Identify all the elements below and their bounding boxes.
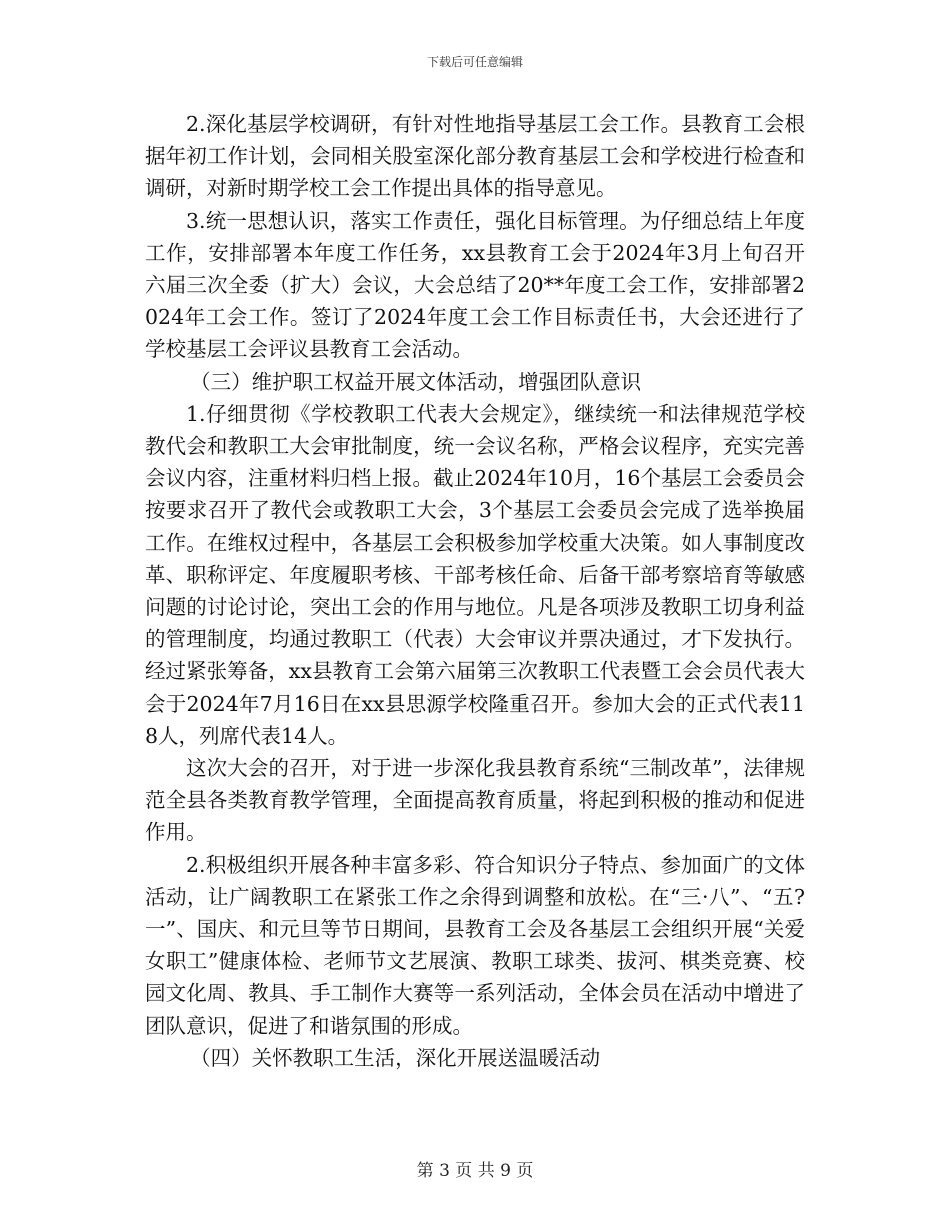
document-body (145, 108, 805, 1074)
section-heading: （三）维护职工权益开展文体活动，增强团队意识 (190, 369, 642, 394)
paragraph: 这次大会的召开，对于进一步深化我县教育系统“三制改革”，法律规范全县各类教育教学管理，全面提高教育质量，将起到积极的推动和促进作用。 (145, 756, 805, 845)
paragraph: 2.深化基层学校调研，有针对性地指导基层工会工作。县教育工会根据年初工作计划，会同相关股室深化部分教育基层工会和学校进行检查和调研，对新时期学校工会工作提出具体的指导意见。 (145, 112, 805, 201)
page-header: 下载后可任意编辑 (426, 55, 523, 69)
paragraph: 3.统一思想认识，落实工作责任，强化目标管理。为仔细总结上年度工作，安排部署本年度工作任务，xx县教育工会于2024年3月上旬召开六届三次全委（扩大）会议，大会总结了20**年度工会工作，安排部署2024年工会工作。签订了2024年度工会工作目标责任书，大会还进行了学校基层工会评议县教育工会活动。 (145, 208, 805, 362)
page-number: 第 3 页 共 9 页 (416, 1161, 534, 1181)
section-heading: （四）关怀教职工生活，深化开展送温暖活动 (190, 1045, 601, 1070)
paragraph: 1.仔细贯彻《学校教职工代表大会规定》，继续统一和法律规范学校教代会和教职工大会审批制度，统一会议名称，严格会议程序，充实完善会议内容，注重材料归档上报。截止2024年10月，16个基层工会委员会按要求召开了教代会或教职工大会，3个基层工会委员会完成了选举换届工作。在维权过程中，各基层工会积极参加学校重大决策。如人事制度改革、职称评定、年度履职考核、干部考核任命、后备干部考察培育等敏感问题的讨论讨论，突出工会的作用与地位。凡是各项涉及教职工切身利益的管理制度，均通过教职工（代表）大会审议并票决通过，才下发执行。经过紧张筹备，xx县教育工会第六届第三次教职工代表暨工会会员代表大会于2024年7月16日在xx县思源学校隆重召开。参加大会的正式代表118人，列席代表14人。 (145, 401, 805, 748)
paragraph: 2.积极组织开展各种丰富多彩、符合知识分子特点、参加面广的文体活动，让广阔教职工在紧张工作之余得到调整和放松。在“三·八”、“五?一”、国庆、和元旦等节日期间，县教育工会及各基层工会组织开展“关爱女职工”健康体检、老师节文艺展演、教职工球类、拔河、棋类竞赛、校园文化周、教具、手工制作大赛等一系列活动，全体会员在活动中增进了团队意识，促进了和谐氛围的形成。 (145, 852, 805, 1038)
